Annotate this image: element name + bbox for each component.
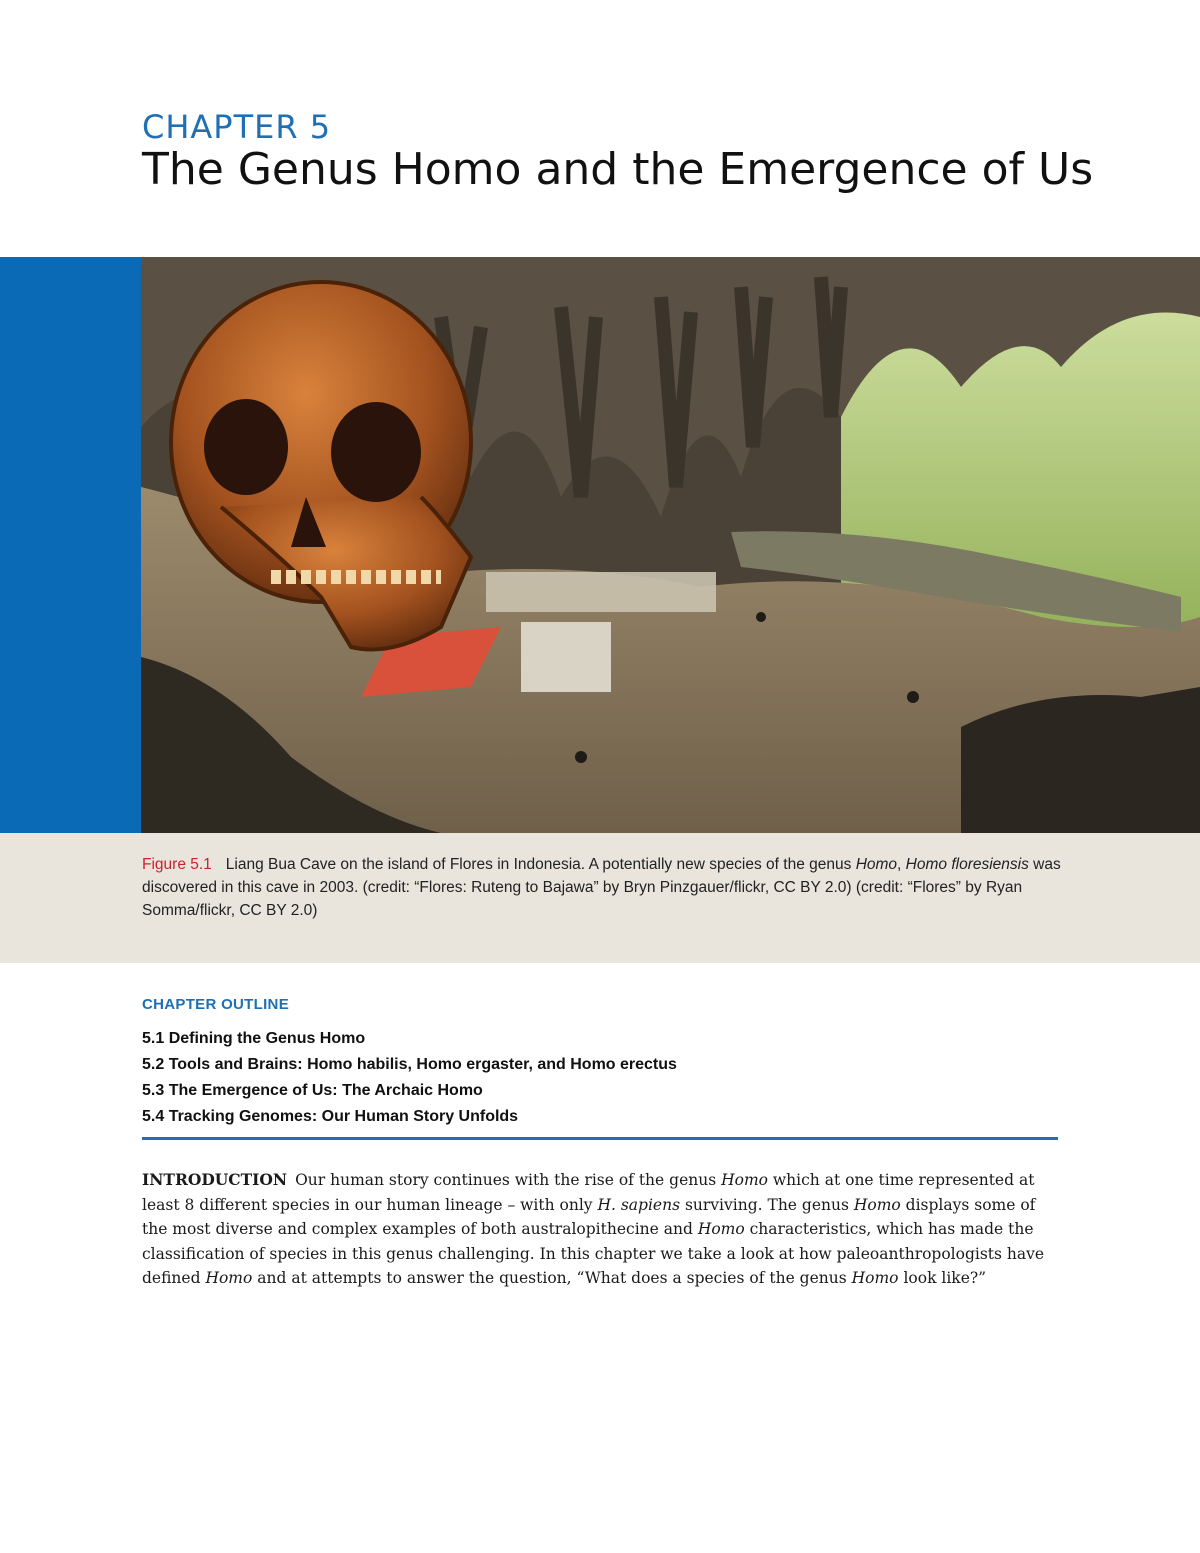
figure-caption: Figure 5.1 Liang Bua Cave on the island of Flores in Indonesia. A potentially new species of the genus Homo, Homo floresiensis was discovered in this cave in 2003. (credit: “Flores: Ruteng to Bajawa” by Bryn Pinzgauer/flickr, CC BY 2.0) (credit: “Flores” by Ryan Somma/flickr, CC BY 2.0) [142,856,1061,919]
cave-photo [141,257,1200,833]
figure-label: Figure 5.1 [142,856,212,873]
page-title: The Genus Homo and the Emergence of Us [142,144,1094,195]
introduction-paragraph: INTRODUCTION Our human story continues with the rise of the genus Homo which at one time represented at least 8 different species in our human lineage – with only H. sapiens surviving. The genus Homo displays some of the most diverse and complex examples of both australopithecine and Homo characteristics, which has made the classification of species in this genus challenging. In this chapter we take a look at how paleoanthropologists have defined Homo and at attempts to answer the question, “What does a species of the genus Homo look like?” [142,1170,1045,1287]
side-color-bar [0,257,141,833]
chapter-label: CHAPTER 5 [142,108,332,146]
outline-item[interactable]: 5.3 The Emergence of Us: The Archaic Homo [142,1082,483,1099]
chapter-outline [142,1026,677,1130]
outline-item[interactable]: 5.4 Tracking Genomes: Our Human Story Unfolds [142,1108,519,1125]
outline-item[interactable]: 5.1 Defining the Genus Homo [142,1030,366,1047]
introduction-lead: INTRODUCTION [142,1170,288,1189]
outline-heading: CHAPTER OUTLINE [142,996,289,1013]
outline-item[interactable]: 5.2 Tools and Brains: Homo habilis, Homo ergaster, and Homo erectus [142,1056,677,1073]
section-divider [142,1137,1058,1140]
